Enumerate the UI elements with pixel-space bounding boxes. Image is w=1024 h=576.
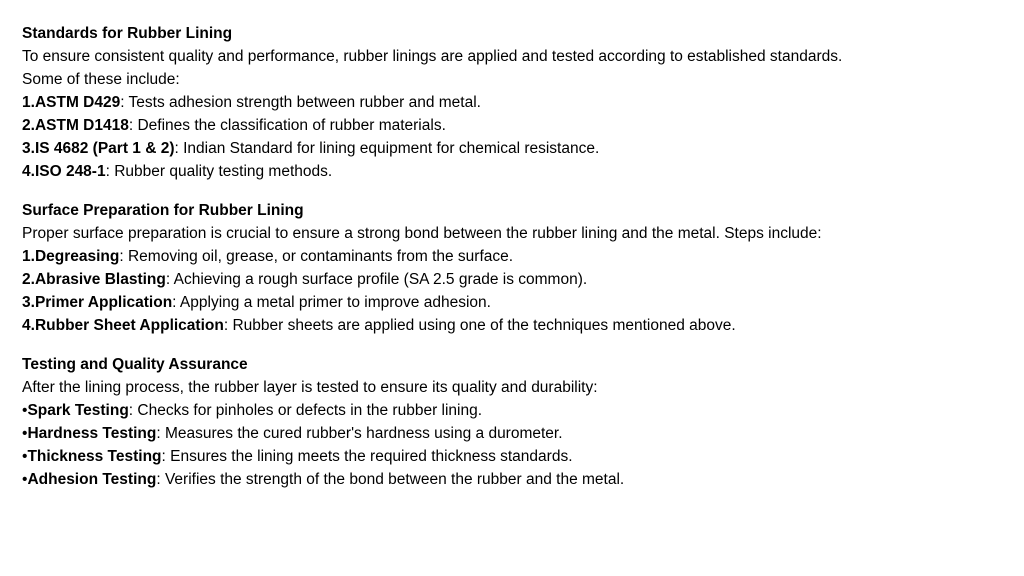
list-item [22,445,1012,468]
list-item-term: 4.Rubber Sheet Application [22,317,224,334]
intro-line: After the lining process, the rubber layer is tested to ensure its quality and durability: [22,379,598,396]
list-item-desc: : Tests adhesion strength between rubber and metal. [120,94,481,111]
list-item-term: 3.IS 4682 (Part 1 & 2) [22,140,175,157]
list-item-desc: : Verifies the strength of the bond between the rubber and the metal. [156,471,625,488]
list-item-term: Hardness Testing [27,425,157,442]
list-item-desc: : Achieving a rough surface profile (SA 2.5 grade is common). [165,271,588,288]
document-page [22,22,1012,507]
list-item [22,468,1012,491]
section-testing-quality [22,353,1012,491]
bullet-icon: • [22,471,28,488]
list-item [22,245,1012,268]
list-item-desc: : Defines the classification of rubber materials. [128,117,446,134]
list-item-desc: : Rubber quality testing methods. [105,163,333,180]
list-item-term: 1.Degreasing [22,248,120,265]
list-item-desc: : Measures the cured rubber's hardness using a durometer. [156,425,563,442]
list-item-desc: : Indian Standard for lining equipment for chemical resistance. [174,140,600,157]
list-item [22,291,1012,314]
list-item [22,314,1012,337]
bullet-icon: • [22,402,28,419]
list-item [22,91,1012,114]
list-item-term: 4.ISO 248-1 [22,163,106,180]
list-item-term: Adhesion Testing [27,471,157,488]
section-surface-preparation [22,199,1012,337]
list-item-term: Thickness Testing [27,448,162,465]
list-item [22,160,1012,183]
list-item-desc: : Applying a metal primer to improve adhesion. [172,294,491,311]
list-item [22,422,1012,445]
bullet-icon: • [22,448,28,465]
list-item [22,399,1012,422]
list-item [22,137,1012,160]
list-item-term: 2.Abrasive Blasting [22,271,166,288]
list-item-term: 1.ASTM D429 [22,94,121,111]
intro-line: Proper surface preparation is crucial to ensure a strong bond between the rubber lining and the metal. Steps include: [22,225,822,242]
section-heading: Standards for Rubber Lining [22,25,233,42]
list-item-desc: : Rubber sheets are applied using one of the techniques mentioned above. [223,317,736,334]
list-item-term: 2.ASTM D1418 [22,117,129,134]
section-heading: Surface Preparation for Rubber Lining [22,202,304,219]
intro-line: To ensure consistent quality and performance, rubber linings are applied and tested according to established standards. [22,48,843,65]
list-item-desc: : Checks for pinholes or defects in the rubber lining. [128,402,483,419]
list-item-term: 3.Primer Application [22,294,173,311]
list-item-desc: : Removing oil, grease, or contaminants from the surface. [119,248,514,265]
bullet-icon: • [22,425,28,442]
list-item [22,268,1012,291]
list-item-term: Spark Testing [27,402,129,419]
list-item-desc: : Ensures the lining meets the required thickness standards. [161,448,573,465]
list-item [22,114,1012,137]
section-heading: Testing and Quality Assurance [22,356,248,373]
section-standards [22,22,1012,183]
intro-line: Some of these include: [22,71,180,88]
